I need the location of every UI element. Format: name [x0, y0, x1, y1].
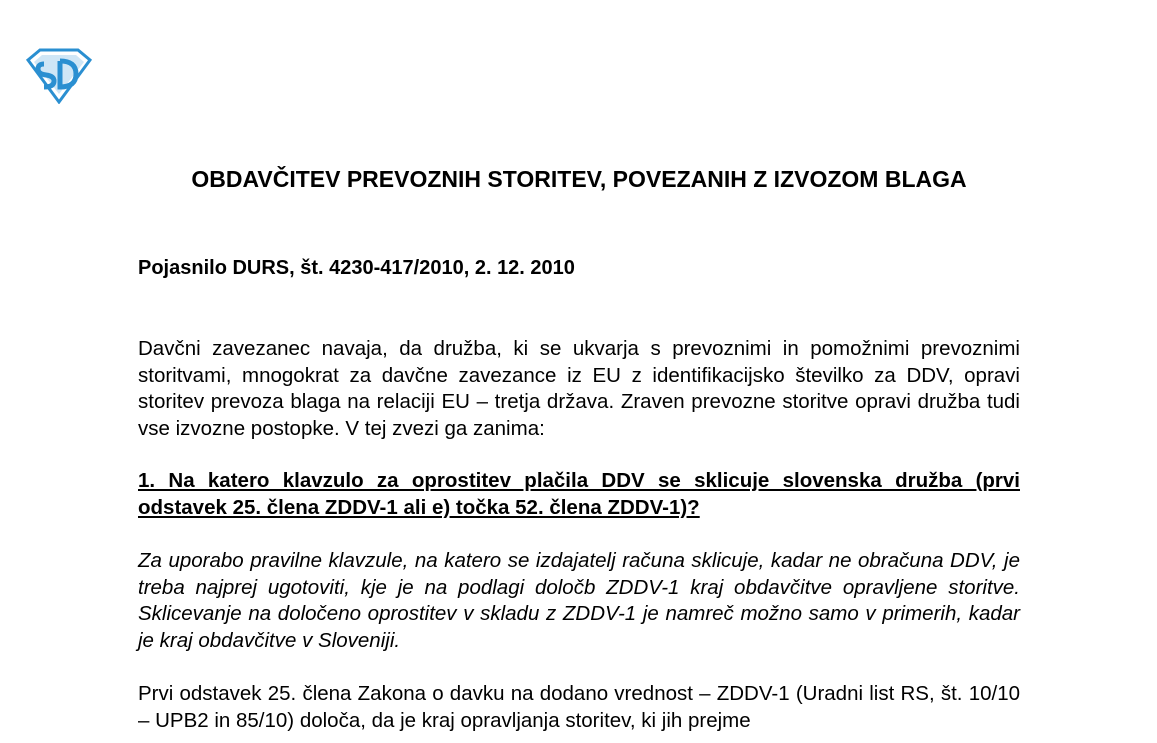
paragraph-2: Prvi odstavek 25. člena Zakona o davku na dodano vrednost – ZDDV-1 (Uradni list RS, št. 10/10 – UPB2 in 85/10) določa, da je kraj opravljanja storitev, ki jih prejme [138, 682, 1020, 732]
intro-paragraph: Davčni zavezanec navaja, da družba, ki se ukvarja s prevoznimi in pomožnimi prevoznimi storitvami, mnogokrat za davčne zavezance iz EU z identifikacijsko številko za DDV, opravi storitev prevoza blaga na relaciji EU – tretja država. Zraven prevozne storitve opravi družba tudi vse izvozne postopke. V tej zvezi ga zanima: [138, 337, 1020, 440]
question-1: 1. Na katero klavzulo za oprostitev plačila DDV se sklicuje slovenska družba (prvi odstavek 25. člena ZDDV-1 ali e) točka 52. člena ZDDV-1)? [138, 469, 1020, 519]
reference-line: Pojasnilo DURS, št. 4230-417/2010, 2. 12. 2010 [138, 257, 575, 279]
company-logo [22, 48, 96, 104]
answer-1: Za uporabo pravilne klavzule, na katero se izdajatelj računa sklicuje, kadar ne obračuna DDV, je treba najprej ugotoviti, kje je na podlagi določb ZDDV-1 kraj obdavčitve opravljene storitve. Sklicevanje na določeno oprostitev v skladu z ZDDV-1 je namreč možno samo v primerih, kadar je kraj obdavčitve v Sloveniji. [138, 549, 1020, 652]
sd-shield-logo-icon [22, 48, 96, 104]
document-title: OBDAVČITEV PREVOZNIH STORITEV, POVEZANIH Z IZVOZOM BLAGA [191, 166, 967, 192]
